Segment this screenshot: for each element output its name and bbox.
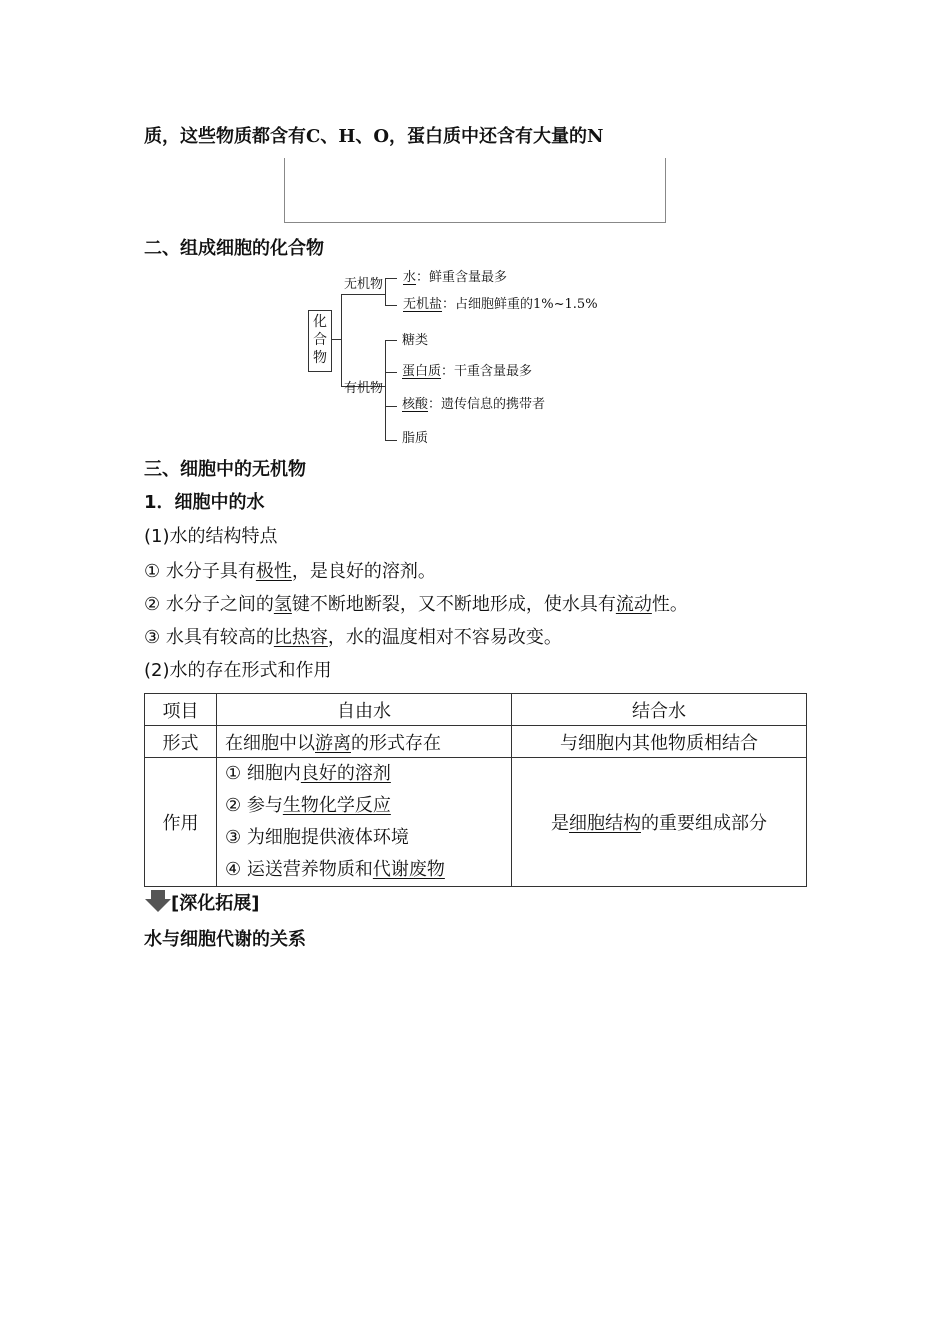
table-cell: 作用 — [145, 758, 217, 887]
extension-label: [深化拓展] — [171, 893, 260, 914]
intro-line: 质，这些物质都含有C、H、O，蛋白质中还含有大量的N — [144, 126, 604, 147]
table-header: 自由水 — [217, 694, 512, 726]
table-cell: 在细胞中以游离的形式存在 — [217, 726, 512, 758]
tree-connector — [385, 278, 397, 279]
tree-item-water: 水：鲜重含量最多 — [403, 270, 508, 285]
point-3: ③ 水具有较高的比热容，水的温度相对不容易改变。 — [144, 627, 562, 648]
role-line: ③ 为细胞提供液体环境 — [225, 827, 409, 848]
tree-connector — [385, 340, 386, 440]
tree-root-label: 化合物 — [313, 314, 327, 366]
tree-item-nucleic: 核酸：遗传信息的携带者 — [402, 397, 546, 412]
section2-heading: 二、组成细胞的化合物 — [144, 238, 324, 259]
tree-connector — [341, 294, 385, 295]
water-forms-table — [144, 693, 807, 887]
table-cell: 是细胞结构的重要组成部分 — [512, 758, 807, 887]
extension-title: 水与细胞代谢的关系 — [144, 929, 306, 950]
table-header-row — [145, 694, 807, 726]
point-2: ② 水分子之间的氢键不断地断裂，又不断地形成，使水具有流动性。 — [144, 594, 688, 615]
role-line: ② 参与生物化学反应 — [225, 795, 391, 816]
tree-connector — [385, 372, 397, 373]
forms-title: (2)水的存在形式和作用 — [144, 660, 332, 681]
tree-connector — [331, 339, 341, 340]
tree-connector — [385, 305, 397, 306]
section3-heading: 三、细胞中的无机物 — [144, 459, 306, 480]
table-cell: 与细胞内其他物质相结合 — [512, 726, 807, 758]
role-line: ① 细胞内良好的溶剂 — [225, 763, 391, 784]
tree-connector — [341, 294, 342, 386]
tree-item-salt: 无机盐：占细胞鲜重的1%~1.5% — [403, 297, 598, 312]
table-cell: 形式 — [145, 726, 217, 758]
tree-organic-label: 有机物 — [344, 381, 384, 396]
tree-connector — [385, 340, 397, 341]
point-1: ① 水分子具有极性，是良好的溶剂。 — [144, 561, 436, 582]
section3-sub1: 1．细胞中的水 — [144, 492, 265, 513]
role-line: ④ 运送营养物质和代谢废物 — [225, 859, 445, 880]
table-row — [145, 726, 807, 758]
structure-title: (1)水的结构特点 — [144, 526, 278, 547]
table-row — [145, 758, 807, 887]
tree-item-lipid: 脂质 — [402, 431, 429, 446]
tree-connector — [385, 440, 397, 441]
empty-bracket-box — [284, 158, 666, 223]
table-header: 结合水 — [512, 694, 807, 726]
tree-root — [308, 310, 332, 372]
table-cell — [217, 758, 512, 887]
tree-connector — [385, 406, 397, 407]
tree-inorganic-label: 无机物 — [344, 277, 384, 292]
tree-item-sugar: 糖类 — [402, 333, 429, 348]
table-header: 项目 — [145, 694, 217, 726]
tree-item-protein: 蛋白质：干重含量最多 — [402, 364, 533, 379]
tree-connector — [385, 278, 386, 306]
down-arrow-icon — [145, 890, 171, 912]
